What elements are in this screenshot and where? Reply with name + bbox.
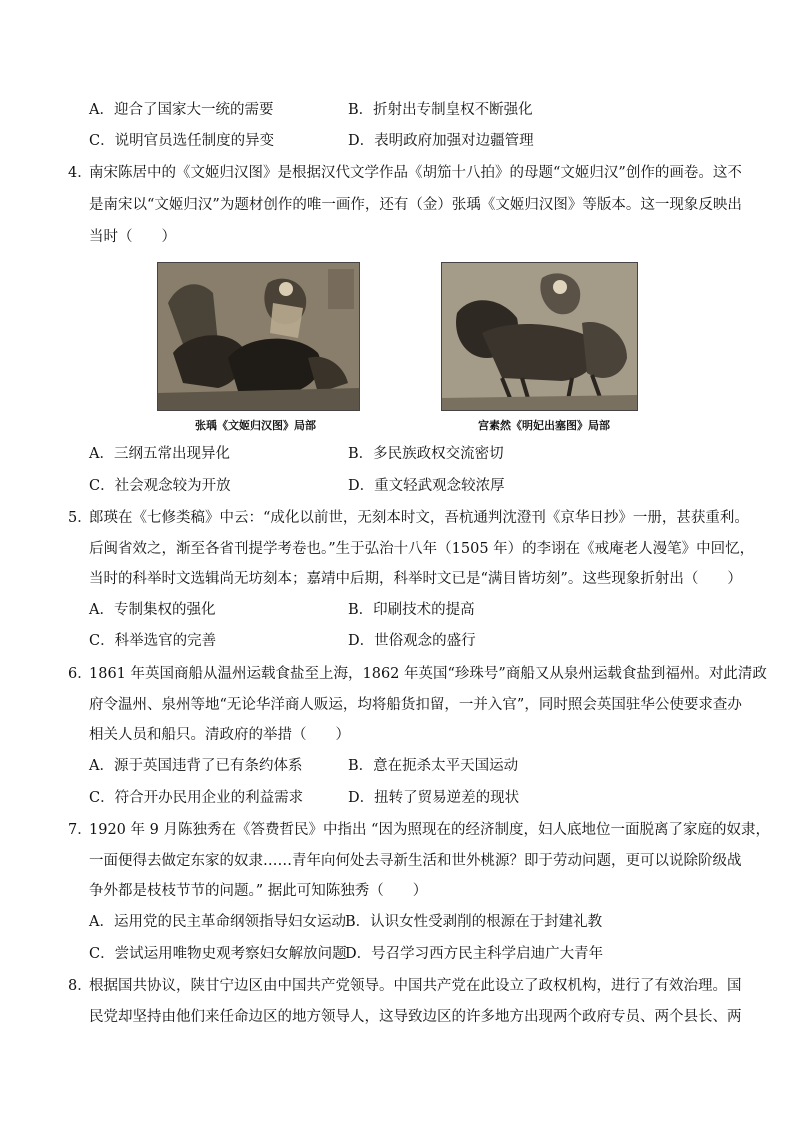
q7-stem-line3: 争外都是枝枝节节的问题。” 据此可知陈独秀（ ）	[89, 883, 428, 899]
q6-stem-line1: 1861 年英国商船从温州运载食盐至上海，1862 年英国“珍珠号”商船又从泉州运载食盐到福州。对此清政	[89, 666, 767, 682]
q4-option-a: A．三纲五常出现异化	[89, 446, 230, 462]
q4-option-d: D．重文轻武观念较浓厚	[348, 478, 505, 494]
q5-option-d: D．世俗观念的盛行	[348, 633, 476, 649]
q7-option-a: A．运用党的民主革命纲领指导妇女运动	[89, 914, 346, 930]
painting-left-caption: 张瑀《文姬归汉图》局部	[195, 419, 316, 432]
q3-option-b: B．折射出专制皇权不断强化	[348, 102, 533, 118]
q4-number: 4．	[68, 165, 92, 181]
q7-option-c: C．尝试运用唯物史观考察妇女解放问题	[89, 946, 347, 962]
q5-option-c: C．科举选官的完善	[89, 633, 217, 649]
q8-number: 8．	[68, 978, 92, 994]
painting-right-image	[441, 262, 638, 411]
q4-stem-line3: 当时（ ）	[89, 229, 176, 245]
q7-stem-line1: 1920 年 9 月陈独秀在《答费哲民》中指出 “因为照现在的经济制度，妇人底地位一面脱离了家庭的奴隶，	[89, 822, 770, 838]
q6-option-b: B．意在扼杀太平天国运动	[348, 758, 519, 774]
q5-stem-line2: 后闽省效之，渐至各省刊提学考卷也。”生于弘治十八年（1505 年）的李诩在《戒庵老人漫笔》中回忆，	[89, 541, 755, 557]
q5-number: 5．	[68, 510, 92, 526]
q7-number: 7．	[68, 822, 92, 838]
q7-option-b: B．认识女性受剥削的根源在于封建礼教	[345, 914, 603, 930]
q6-stem-line2: 府令温州、泉州等地“无论华洋商人贩运，均将船货扣留，一并入官”，同时照会英国驻华公使要求查办	[89, 697, 742, 713]
q8-stem-line1: 根据国共协议，陕甘宁边区由中国共产党领导。中国共产党在此设立了政权机构，进行了有效治理。国	[89, 978, 742, 994]
q8-stem-line2: 民党却坚持由他们来任命边区的地方领导人，这导致边区的许多地方出现两个政府专员、两个县长、两	[89, 1009, 742, 1025]
q3-option-d: D．表明政府加强对边疆管理	[348, 133, 534, 149]
q6-option-a: A．源于英国违背了已有条约体系	[89, 758, 303, 774]
q4-stem-line2: 是南宋以“文姬归汉”为题材创作的唯一画作，还有（金）张瑀《文姬归汉图》等版本。这一现象反映出	[89, 197, 742, 213]
q4-option-c: C．社会观念较为开放	[89, 478, 231, 494]
q3-option-c: C．说明官员选任制度的异变	[89, 133, 275, 149]
painting-right-caption: 宫素然《明妃出塞图》局部	[478, 419, 610, 432]
q6-option-d: D．扭转了贸易逆差的现状	[348, 790, 520, 806]
q4-option-b: B．多民族政权交流密切	[348, 446, 504, 462]
q6-number: 6．	[68, 666, 92, 682]
q7-option-d: D．号召学习西方民主科学启迪广大青年	[345, 946, 604, 962]
painting-left-image	[157, 262, 360, 411]
q5-stem-line3: 当时的科举时文选辑尚无坊刻本；嘉靖中后期，科举时文已是“满目皆坊刻”。这些现象折射出（ ）	[89, 571, 742, 587]
q6-stem-line3: 相关人员和船只。清政府的举措（ ）	[89, 727, 350, 743]
q5-option-a: A．专制集权的强化	[89, 602, 216, 618]
q7-stem-line2: 一面便得去做定东家的奴隶……青年向何处去寻新生活和世外桃源？即于劳动问题，更可以说除阶级战	[89, 853, 742, 869]
q4-stem-line1: 南宋陈居中的《文姬归汉图》是根据汉代文学作品《胡笳十八拍》的母题“文姬归汉”创作的画卷。这不	[89, 165, 742, 181]
q3-option-a: A．迎合了国家大一统的需要	[89, 102, 274, 118]
q5-option-b: B．印刷技术的提高	[348, 602, 475, 618]
q6-option-c: C．符合开办民用企业的利益需求	[89, 790, 304, 806]
q5-stem-line1: 郎瑛在《七修类稿》中云：“成化以前世，无刻本时文，吾杭通判沈澄刊《京华日抄》一册，甚获重利。	[89, 510, 749, 526]
